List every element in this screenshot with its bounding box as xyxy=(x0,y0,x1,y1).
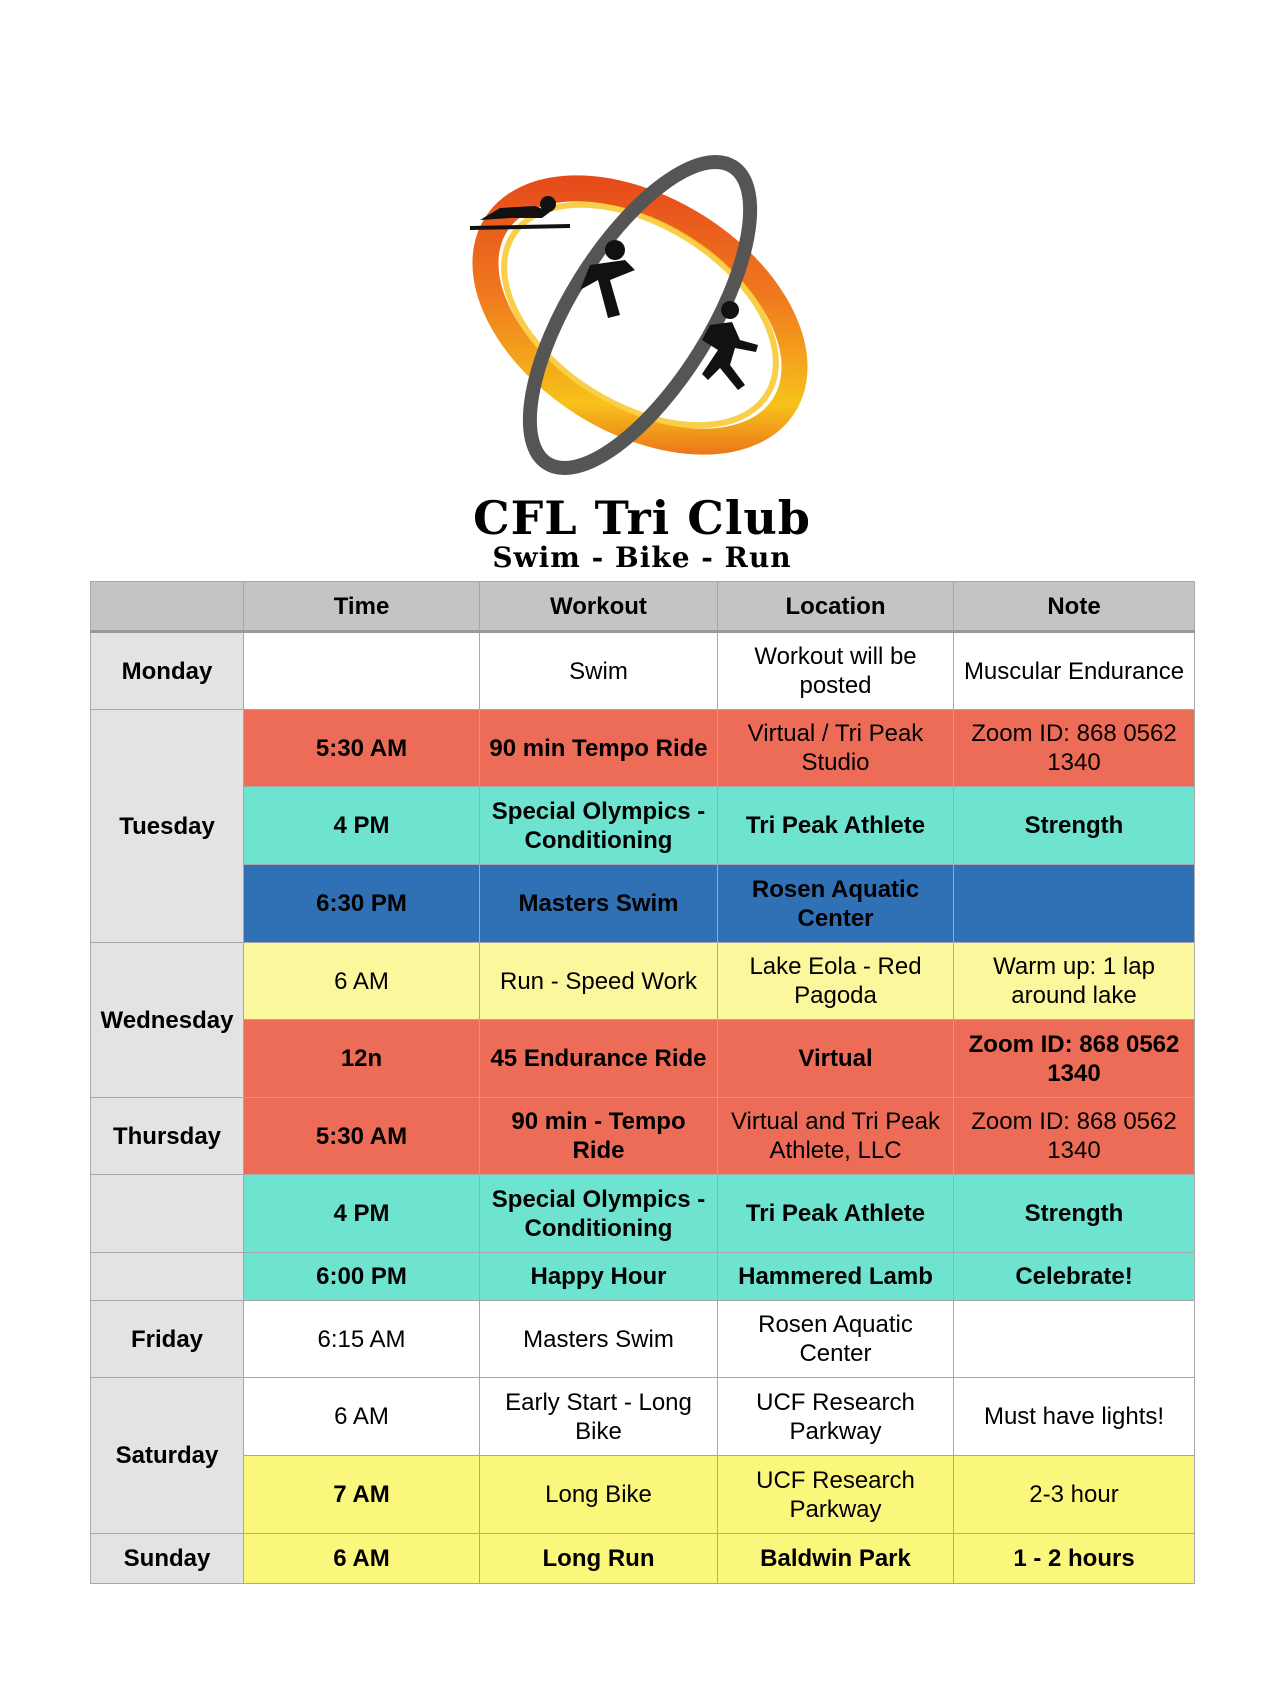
location-cell: Virtual and Tri Peak Athlete, LLC xyxy=(718,1098,954,1175)
table-row xyxy=(91,787,1195,865)
day-cell: Friday xyxy=(91,1301,244,1378)
time-cell: 4 PM xyxy=(244,1175,480,1253)
time-cell: 6 AM xyxy=(244,1378,480,1456)
location-cell: Virtual / Tri Peak Studio xyxy=(718,710,954,787)
location-cell: UCF Research Parkway xyxy=(718,1456,954,1534)
day-cell xyxy=(91,1175,244,1253)
location-cell: Baldwin Park xyxy=(718,1534,954,1584)
time-cell: 12n xyxy=(244,1020,480,1098)
table-row xyxy=(91,1098,1195,1175)
location-cell: UCF Research Parkway xyxy=(718,1378,954,1456)
logo-emblem xyxy=(440,140,840,490)
workout-cell: Early Start - Long Bike xyxy=(480,1378,718,1456)
table-row xyxy=(91,1534,1195,1584)
note-cell: Zoom ID: 868 0562 1340 xyxy=(954,1098,1195,1175)
header-workout: Workout xyxy=(480,582,718,632)
time-cell: 5:30 AM xyxy=(244,1098,480,1175)
header-day xyxy=(91,582,244,632)
time-cell: 6:00 PM xyxy=(244,1253,480,1301)
location-cell: Lake Eola - Red Pagoda xyxy=(718,943,954,1020)
note-cell: Must have lights! xyxy=(954,1378,1195,1456)
note-cell: Muscular Endurance xyxy=(954,632,1195,710)
table-row xyxy=(91,1301,1195,1378)
workout-cell: Happy Hour xyxy=(480,1253,718,1301)
day-cell: Saturday xyxy=(91,1378,244,1534)
table-header-row xyxy=(91,582,1195,632)
time-cell xyxy=(244,632,480,710)
location-cell: Hammered Lamb xyxy=(718,1253,954,1301)
note-cell: Strength xyxy=(954,1175,1195,1253)
time-cell: 4 PM xyxy=(244,787,480,865)
day-cell: Monday xyxy=(91,632,244,710)
table-row xyxy=(91,1020,1195,1098)
note-cell: Zoom ID: 868 0562 1340 xyxy=(954,1020,1195,1098)
workout-cell: Special Olympics - Conditioning xyxy=(480,787,718,865)
club-tagline: Swim - Bike - Run xyxy=(492,541,792,574)
day-cell: Wednesday xyxy=(91,943,244,1098)
table-row xyxy=(91,710,1195,787)
time-cell: 6:15 AM xyxy=(244,1301,480,1378)
location-cell: Rosen Aquatic Center xyxy=(718,865,954,943)
time-cell: 5:30 AM xyxy=(244,710,480,787)
workout-cell: Run - Speed Work xyxy=(480,943,718,1020)
workout-cell: Long Run xyxy=(480,1534,718,1584)
time-cell: 6 AM xyxy=(244,943,480,1020)
location-cell: Tri Peak Athlete xyxy=(718,787,954,865)
workout-cell: Special Olympics - Conditioning xyxy=(480,1175,718,1253)
club-name: CFL Tri Club xyxy=(473,491,811,545)
table-row xyxy=(91,1378,1195,1456)
workout-cell: Swim xyxy=(480,632,718,710)
fire-swoosh-icon xyxy=(440,140,840,490)
note-cell xyxy=(954,1301,1195,1378)
location-cell: Rosen Aquatic Center xyxy=(718,1301,954,1378)
header-note: Note xyxy=(954,582,1195,632)
time-cell: 7 AM xyxy=(244,1456,480,1534)
note-cell: 1 - 2 hours xyxy=(954,1534,1195,1584)
note-cell: Zoom ID: 868 0562 1340 xyxy=(954,710,1195,787)
cyclist-icon xyxy=(580,240,635,318)
day-cell: Thursday xyxy=(91,1098,244,1175)
workout-cell: 90 min - Tempo Ride xyxy=(480,1098,718,1175)
day-cell: Tuesday xyxy=(91,710,244,943)
note-cell xyxy=(954,865,1195,943)
workout-cell: Masters Swim xyxy=(480,1301,718,1378)
table-row xyxy=(91,632,1195,710)
table-row xyxy=(91,1175,1195,1253)
note-cell: 2-3 hour xyxy=(954,1456,1195,1534)
location-cell: Workout will be posted xyxy=(718,632,954,710)
table-row xyxy=(91,943,1195,1020)
table-row xyxy=(91,865,1195,943)
table-row xyxy=(91,1456,1195,1534)
location-cell: Virtual xyxy=(718,1020,954,1098)
header-time: Time xyxy=(244,582,480,632)
header-location: Location xyxy=(718,582,954,632)
club-logo xyxy=(0,0,1284,580)
workout-cell: Masters Swim xyxy=(480,865,718,943)
table-row xyxy=(91,1253,1195,1301)
note-cell: Celebrate! xyxy=(954,1253,1195,1301)
time-cell: 6:30 PM xyxy=(244,865,480,943)
workout-cell: 45 Endurance Ride xyxy=(480,1020,718,1098)
workout-cell: Long Bike xyxy=(480,1456,718,1534)
schedule-table xyxy=(90,581,1195,1584)
day-cell xyxy=(91,1253,244,1301)
location-cell: Tri Peak Athlete xyxy=(718,1175,954,1253)
note-cell: Strength xyxy=(954,787,1195,865)
note-cell: Warm up: 1 lap around lake xyxy=(954,943,1195,1020)
day-cell: Sunday xyxy=(91,1534,244,1584)
workout-cell: 90 min Tempo Ride xyxy=(480,710,718,787)
time-cell: 6 AM xyxy=(244,1534,480,1584)
